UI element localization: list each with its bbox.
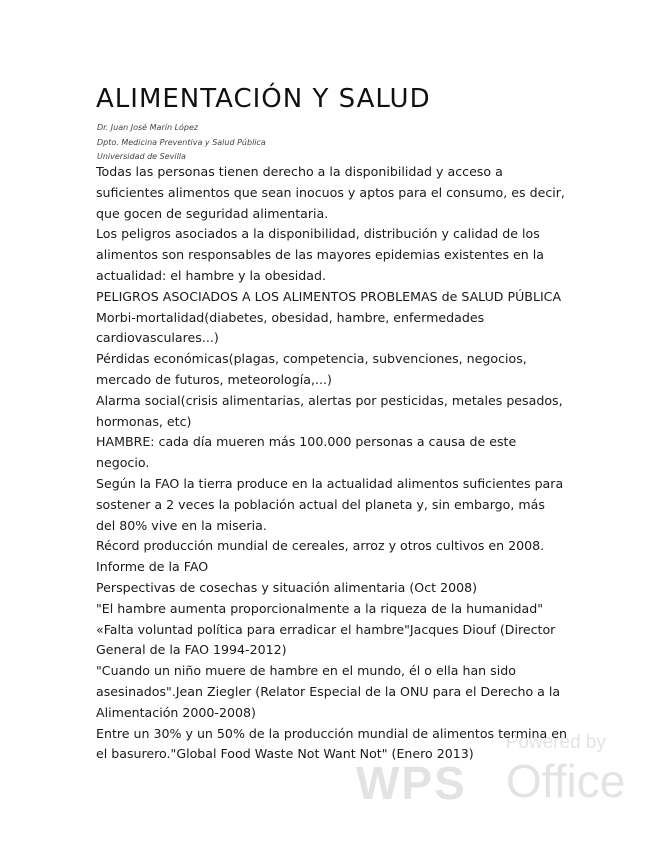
- quote: "El hambre aumenta proporcionalmente a la riqueza de la humanidad": [96, 600, 543, 616]
- section-heading: PELIGROS ASOCIADOS A LOS ALIMENTOS PROBLEMAS de SALUD PÚBLICA: [96, 288, 562, 304]
- author-university: Universidad de Sevilla: [97, 152, 186, 161]
- paragraph: Los peligros asociados a la disponibilidad, distribución y calidad de los alimentos son responsables de las mayores epidemias existentes en la actualidad: el hambre y la obesidad.: [96, 226, 544, 283]
- wps-office-watermark: [356, 732, 626, 812]
- quote: «Falta voluntad política para erradicar el hambre"Jacques Diouf (Director General de la FAO 1994-2012): [96, 621, 556, 658]
- paragraph: Morbi-mortalidad(diabetes, obesidad, hambre, enfermedades cardiovasculares...): [96, 309, 485, 346]
- author-name: Dr. Juan José Marín López: [97, 123, 199, 132]
- paragraph: Alarma social(crisis alimentarias, alertas por pesticidas, metales pesados, hormonas, etc): [96, 392, 563, 429]
- paragraph: Récord producción mundial de cereales, arroz y otros cultivos en 2008. Informe de la FAO: [96, 538, 545, 575]
- document-title: ALIMENTACIÓN Y SALUD: [96, 84, 431, 114]
- paragraph: Todas las personas tienen derecho a la disponibilidad y acceso a suficientes alimentos que sean inocuos y aptos para el consumo, es decir, que gocen de seguridad alimentaria.: [96, 164, 565, 221]
- author-department: Dpto. Medicina Preventiva y Salud Pública: [97, 138, 266, 147]
- watermark-powered-by: Powered by: [505, 732, 606, 753]
- wps-logo-icon: WPS: [356, 757, 467, 809]
- paragraph: Entre un 30% y un 50% de la producción mundial de alimentos termina en el basurero."Global Food Waste Not Want Not" (Enero 2013): [96, 725, 567, 762]
- paragraph: Según la FAO la tierra produce en la actualidad alimentos suficientes para sostener a 2 veces la población actual del planeta y, sin embargo, más del 80% vive en la miseria.: [96, 475, 564, 533]
- paragraph: HAMBRE: cada día mueren más 100.000 personas a causa de este negocio.: [96, 434, 517, 471]
- quote: "Cuando un niño muere de hambre en el mundo, él o ella han sido asesinados".Jean Ziegler (Relator Especial de la ONU para el Derecho a la Alimentación 2000-2008): [96, 663, 561, 720]
- document-body: [96, 162, 568, 765]
- paragraph: Perspectivas de cosechas y situación alimentaria (Oct 2008): [96, 579, 478, 595]
- paragraph: Pérdidas económicas(plagas, competencia, subvenciones, negocios, mercado de futuros, meteorología,...): [96, 351, 527, 387]
- watermark-office-text: Office: [506, 755, 626, 807]
